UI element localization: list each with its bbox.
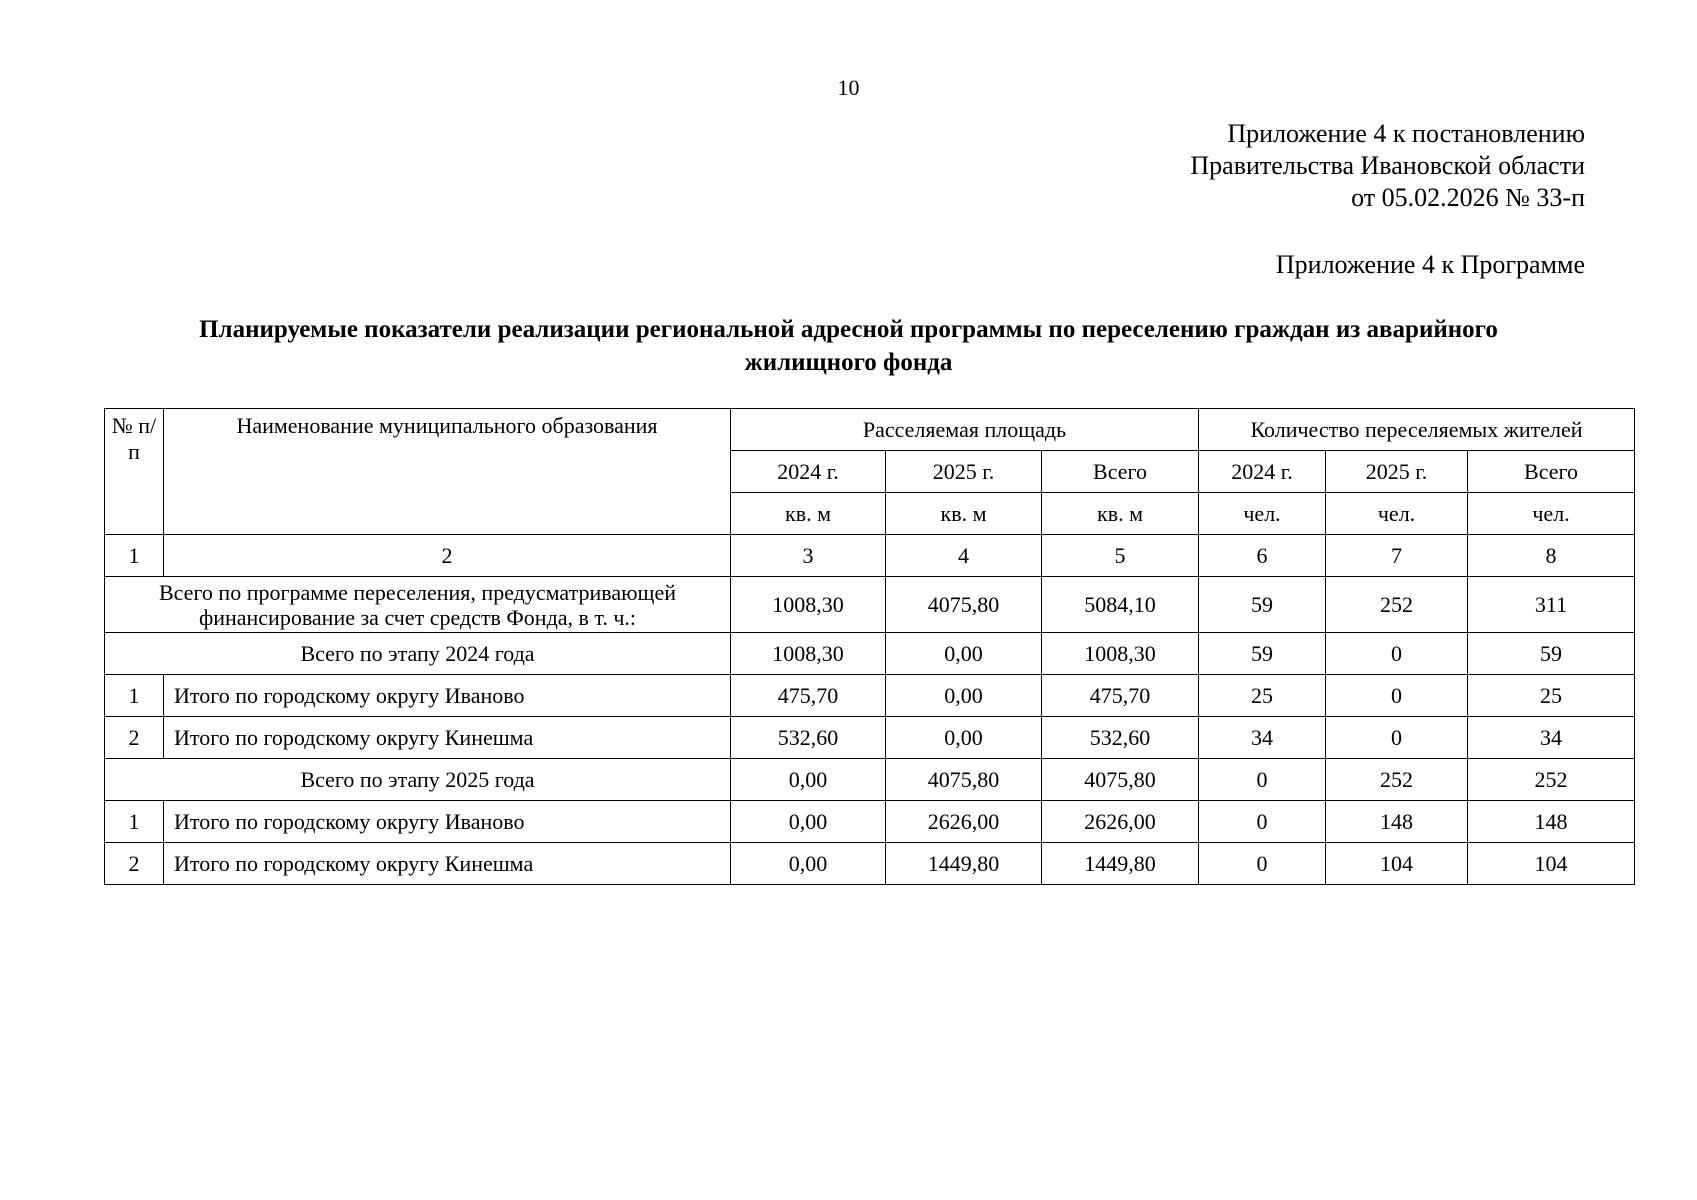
table-cell: 0,00 [731, 843, 886, 885]
title-line: жилищного фонда [744, 349, 953, 376]
column-number: 7 [1326, 535, 1468, 577]
table-cell: 1008,30 [731, 633, 886, 675]
stage-total-label: Всего по этапу 2024 года [105, 633, 731, 675]
row-number: 2 [105, 717, 164, 759]
table-cell: 104 [1468, 843, 1635, 885]
stage-total-row [105, 759, 1635, 801]
column-number: 3 [731, 535, 886, 577]
page-number: 10 [837, 75, 860, 100]
header-year: 2025 г. [886, 451, 1042, 493]
row-number: 2 [105, 843, 164, 885]
table-cell: 59 [1199, 633, 1326, 675]
table-cell: 1449,80 [886, 843, 1042, 885]
column-number: 1 [105, 535, 164, 577]
header-unit: чел. [1199, 493, 1326, 535]
stage-total-row [105, 633, 1635, 675]
header-num: № п/п [105, 409, 164, 535]
row-number: 1 [105, 801, 164, 843]
header-residents-group: Количество переселяемых жителей [1199, 409, 1635, 451]
table-cell: 252 [1326, 577, 1468, 633]
table-cell: 0 [1326, 675, 1468, 717]
appendix-line: Правительства Ивановской области [1190, 151, 1585, 180]
table-cell: 1008,30 [1042, 633, 1199, 675]
table-cell: 475,70 [731, 675, 886, 717]
column-number: 2 [164, 535, 731, 577]
table-cell: 532,60 [1042, 717, 1199, 759]
table-cell: 2626,00 [1042, 801, 1199, 843]
table-cell: 4075,80 [1042, 759, 1199, 801]
table-cell: 34 [1468, 717, 1635, 759]
municipality-name: Итого по городскому округу Кинешма [164, 843, 731, 885]
column-number-row [105, 535, 1635, 577]
header-unit: чел. [1326, 493, 1468, 535]
header-area-group: Расселяемая площадь [731, 409, 1199, 451]
program-total-row [105, 577, 1635, 633]
row-number: 1 [105, 675, 164, 717]
table-cell: 25 [1468, 675, 1635, 717]
column-number: 8 [1468, 535, 1635, 577]
table-cell: 0,00 [731, 759, 886, 801]
column-number: 5 [1042, 535, 1199, 577]
municipality-name: Итого по городскому округу Иваново [164, 675, 731, 717]
table-cell: 1449,80 [1042, 843, 1199, 885]
appendix-line: от 05.02.2026 № 33-п [1351, 183, 1585, 212]
table-cell: 0,00 [731, 801, 886, 843]
table-cell: 0,00 [886, 675, 1042, 717]
appendix-header [1190, 118, 1585, 214]
table-cell: 2626,00 [886, 801, 1042, 843]
column-number: 6 [1199, 535, 1326, 577]
table-cell: 0 [1326, 717, 1468, 759]
table-cell: 0 [1199, 801, 1326, 843]
table-cell: 148 [1468, 801, 1635, 843]
header-year: Всего [1042, 451, 1199, 493]
table-cell: 475,70 [1042, 675, 1199, 717]
header-year: 2024 г. [731, 451, 886, 493]
table-cell: 532,60 [731, 717, 886, 759]
table-cell: 25 [1199, 675, 1326, 717]
municipality-name: Итого по городскому округу Иваново [164, 801, 731, 843]
table-cell: 252 [1326, 759, 1468, 801]
header-year: 2025 г. [1326, 451, 1468, 493]
appendix-line: Приложение 4 к постановлению [1227, 119, 1585, 148]
table-cell: 0,00 [886, 717, 1042, 759]
header-year: 2024 г. [1199, 451, 1326, 493]
header-unit: кв. м [1042, 493, 1199, 535]
header-unit: кв. м [731, 493, 886, 535]
table-cell: 311 [1468, 577, 1635, 633]
table-cell: 59 [1468, 633, 1635, 675]
program-total-label [105, 577, 731, 633]
header-unit: кв. м [886, 493, 1042, 535]
table-row [105, 675, 1635, 717]
table-cell: 4075,80 [886, 759, 1042, 801]
table-cell: 0 [1199, 843, 1326, 885]
table-cell: 0 [1326, 633, 1468, 675]
municipality-name: Итого по городскому округу Кинешма [164, 717, 731, 759]
table-cell: 104 [1326, 843, 1468, 885]
table-cell: 1008,30 [731, 577, 886, 633]
table-cell: 59 [1199, 577, 1326, 633]
table-cell: 0,00 [886, 633, 1042, 675]
program-total-label-line: Всего по программе переселения, предусматривающей [158, 579, 677, 605]
header-unit: чел. [1468, 493, 1635, 535]
stage-total-label: Всего по этапу 2025 года [105, 759, 731, 801]
table-cell: 252 [1468, 759, 1635, 801]
table-cell: 5084,10 [1042, 577, 1199, 633]
table-row [105, 843, 1635, 885]
indicators-table [104, 408, 1635, 885]
program-total-label-line: финансирование за счет средств Фонда, в т. ч.: [198, 604, 637, 630]
title-line: Планируемые показатели реализации региональной адресной программы по переселению граждан из аварийного [199, 316, 1498, 343]
column-number: 4 [886, 535, 1042, 577]
table-row [105, 717, 1635, 759]
table-cell: 148 [1326, 801, 1468, 843]
table-cell: 34 [1199, 717, 1326, 759]
table-row [105, 801, 1635, 843]
header-name: Наименование муниципального образования [164, 409, 731, 535]
document-title [105, 313, 1592, 379]
table-cell: 0 [1199, 759, 1326, 801]
table-cell: 4075,80 [886, 577, 1042, 633]
header-row-groups [105, 409, 1635, 451]
program-appendix-label: Приложение 4 к Программе [1275, 250, 1585, 279]
header-year: Всего [1468, 451, 1635, 493]
